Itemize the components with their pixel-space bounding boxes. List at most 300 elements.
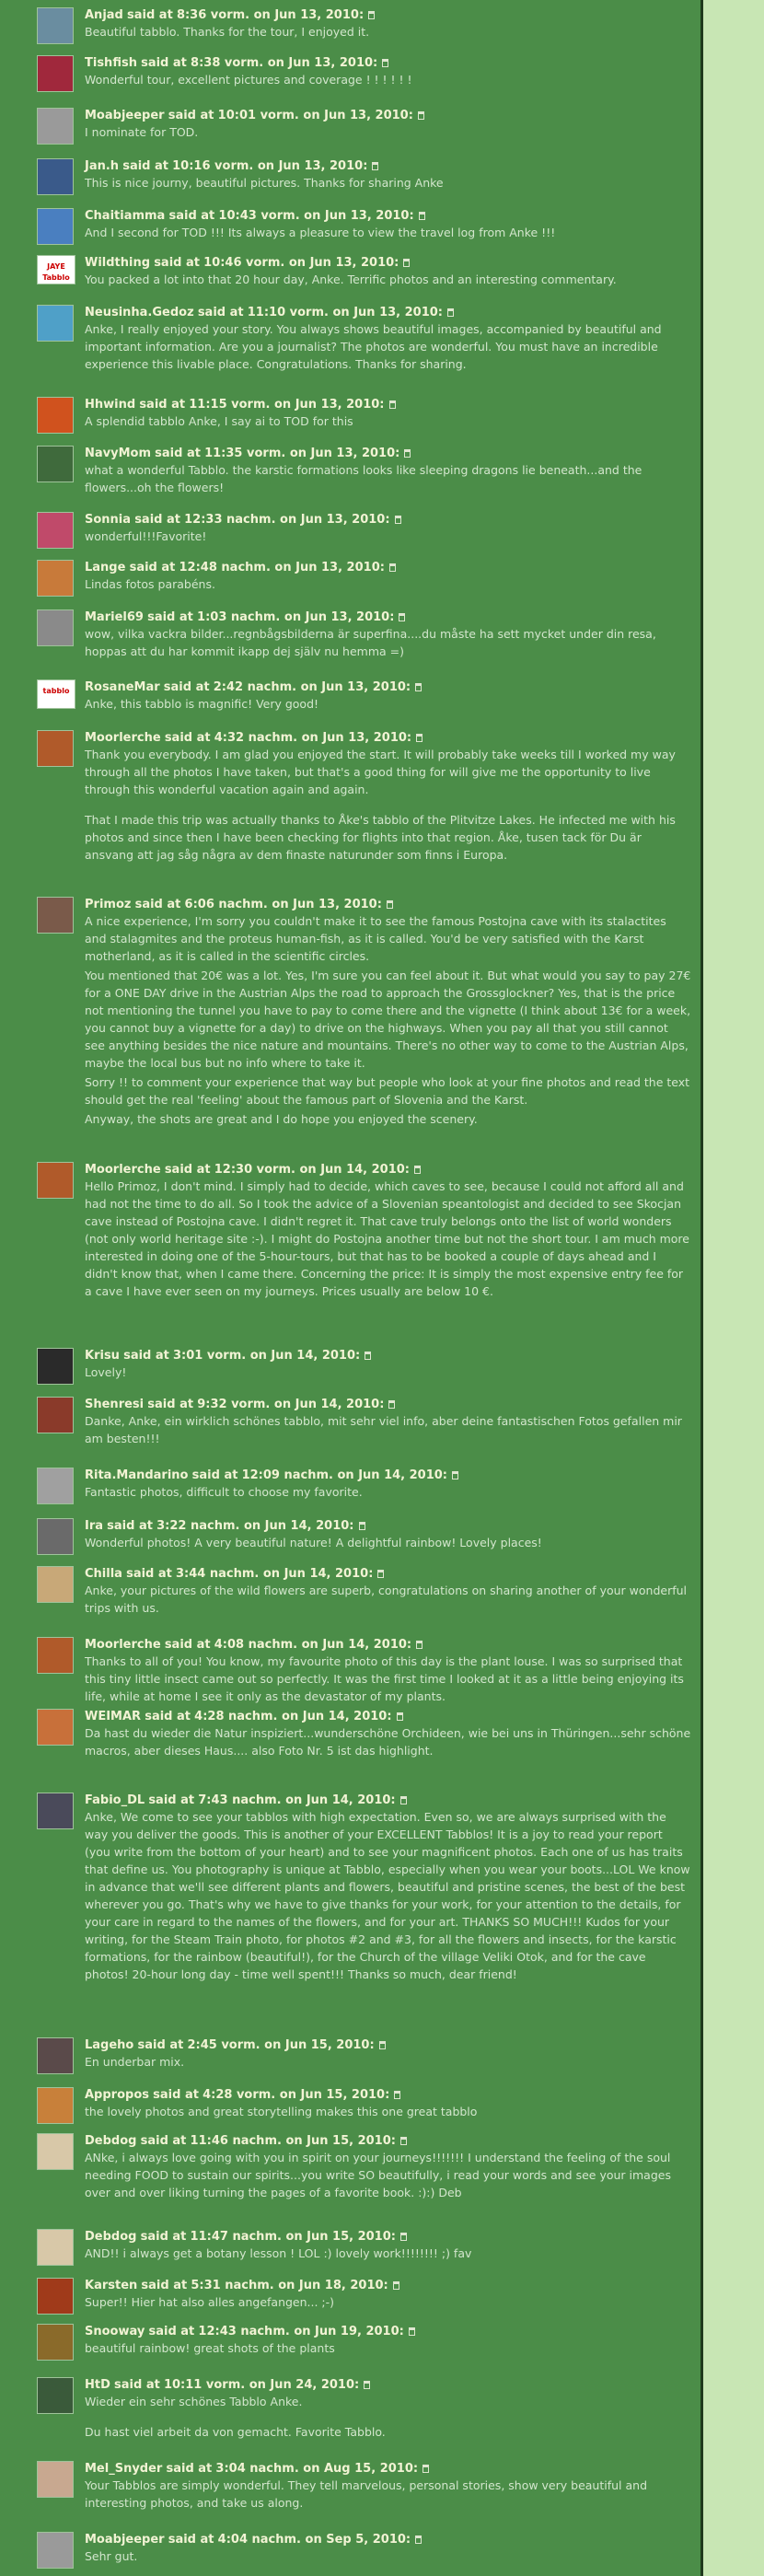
comment-paragraph: A nice experience, I'm sorry you couldn't make it to see the famous Postojna cave with its stalactites and stalagmites and the proteus human-fish, as it is called. You'd be very satisfied with the Karst motherland, as it is called in the scientific circles. bbox=[85, 914, 666, 963]
comment-body bbox=[85, 695, 691, 713]
said-label: said at bbox=[107, 1519, 153, 1533]
avatar[interactable] bbox=[37, 2532, 74, 2569]
avatar[interactable] bbox=[37, 7, 74, 44]
comment-header bbox=[85, 512, 691, 528]
avatar[interactable] bbox=[37, 609, 74, 646]
comment-timestamp: 3:04 nachm. on Aug 15, 2010: bbox=[215, 2462, 419, 2476]
comment-paragraph: I nominate for TOD. bbox=[85, 125, 199, 139]
comment-header bbox=[85, 2133, 691, 2149]
delete-comment-icon[interactable] bbox=[368, 11, 375, 19]
comment-header bbox=[85, 609, 691, 625]
comment-header bbox=[85, 2229, 691, 2245]
comment-author-link[interactable]: Hhwind bbox=[85, 398, 136, 412]
comment-timestamp: 7:43 nachm. on Jun 14, 2010: bbox=[198, 1793, 396, 1807]
comment-item bbox=[0, 52, 700, 105]
comment-author-link[interactable]: Chilla bbox=[85, 1567, 122, 1581]
comment-author-link[interactable]: Anjad bbox=[85, 8, 123, 22]
avatar[interactable] bbox=[37, 305, 74, 342]
comment-header bbox=[85, 730, 691, 746]
comment-item bbox=[0, 4, 700, 57]
said-label: said at bbox=[139, 398, 186, 412]
said-label: said at bbox=[166, 2462, 213, 2476]
comment-header bbox=[85, 2324, 691, 2339]
comment-author-link[interactable]: Moorlerche bbox=[85, 1163, 161, 1177]
said-label: said at bbox=[148, 1793, 195, 1807]
said-label: said at bbox=[140, 2230, 187, 2244]
comment-body bbox=[85, 23, 691, 41]
comment-body bbox=[85, 271, 691, 288]
comment-body bbox=[85, 1363, 691, 1381]
comment-timestamp: 10:46 vorm. on Jun 13, 2010: bbox=[203, 256, 399, 270]
comment-author-link[interactable]: Sonnia bbox=[85, 513, 132, 527]
said-label: said at bbox=[154, 256, 200, 270]
comment-timestamp: 5:31 nachm. on Jun 18, 2010: bbox=[191, 2279, 388, 2292]
comment-item bbox=[0, 508, 700, 562]
comment-author-link[interactable]: Snooway bbox=[85, 2325, 145, 2338]
avatar[interactable] bbox=[37, 446, 74, 482]
comment-header bbox=[85, 1793, 691, 1808]
comment-paragraph: Anke, We come to see your tabblos with high expectation. Even so, we are always surprised with the way you deliver the goods. This is another of your EXCELLENT Tabblos! It is a joy to read your report (you write from the bottom of your heart) and to see your magnificent photos. Each one of us has traits that define us. You photography is unique at Tabblo, especially when you wear your boots...LOL We know in advance that we'll see different plants and flowers, beautiful and pristine scenes, the best of the best wherever you go. That's why we have to give thanks for your work, for your attention to the details, for your care in regard to the names of the flowers, and for your art. THANKS SO MUCH!!! Kudos for your writing, for the Steam Train photo, for photos #2 and #3, for all the flowers and insects, for the karstic formations, for the rainbow (beautiful!), for the Church of the village Veliki Otok, and for the cave photos! 20-hour long day - time well spent!!! Thanks so much, dear friend! bbox=[85, 1810, 690, 1981]
comment-header bbox=[85, 55, 691, 71]
comment-header bbox=[85, 255, 691, 271]
comment-paragraph: wonderful!!!Favorite! bbox=[85, 529, 207, 543]
comment-paragraph: Anyway, the shots are great and I do hope you enjoyed the scenery. bbox=[85, 1112, 478, 1126]
comment-paragraph: You mentioned that 20€ was a lot. Yes, I'm sure you can feel about it. But what would you say to pay 27€ for a ONE DAY drive in the Austrian Alps the road to approach the Grossglockner? Yes, that is the price not mentioning the tunnel you have to pay to come there and the vignette (I think about 13€ for a week, you cannot buy a vignette for a day) to drive on the highways. When you pay all that you still cannot see anything besides the nice nature and mountains. There's no other way to come to the Austrian Alps, maybe the local bus but no info where to take it. bbox=[85, 969, 691, 1070]
comment-author-link[interactable]: NavyMom bbox=[85, 447, 152, 460]
comment-author-link[interactable]: RosaneMar bbox=[85, 680, 160, 694]
comment-item bbox=[0, 393, 700, 447]
delete-comment-icon[interactable] bbox=[404, 449, 411, 458]
comment-header bbox=[85, 1397, 691, 1412]
comment-paragraph: Hello Primoz, I don't mind. I simply had to decide, which caves to see, because I could not afford all and had not the time to do all. So I took the advice of a Slovenian speantologist and decided to see Skocjan cave instead of Postojna cave. I didn't regret it. That cave truly belongs onto the list of world wonders (not only world heritage site :-). I might do Postojna another time but not the short tour. I am much more interested in doing one of the 5-hour-tours, but that has to be booked a couple of days ahead and I didn't know that, when I came there. Concerning the price: It is simply the most expensive entry fee for a cave I have ever seen on my journeys. Prices usually are below 10 €. bbox=[85, 1179, 689, 1298]
comment-author-link[interactable]: Fabio_DL bbox=[85, 1793, 145, 1807]
comment-paragraph: Da hast du wieder die Natur inspiziert...wunderschöne Orchideen, wie bei uns in Thüringen...sehr schöne macros, aber dieses Haus.... also Foto Nr. 5 ist das highlight. bbox=[85, 1726, 691, 1758]
delete-comment-icon[interactable] bbox=[452, 1471, 458, 1479]
comment-author-link[interactable]: Wildthing bbox=[85, 256, 151, 270]
comment-item bbox=[0, 155, 700, 208]
avatar[interactable] bbox=[37, 1566, 74, 1603]
comment-timestamp: 12:09 nachm. on Jun 14, 2010: bbox=[241, 1468, 448, 1482]
comment-author-link[interactable]: Moabjeeper bbox=[85, 109, 165, 122]
comment-paragraph: AND!! i always get a botany lesson ! LOL :) lovely work!!!!!!!! ;) fav bbox=[85, 2246, 472, 2260]
delete-comment-icon[interactable] bbox=[393, 2281, 399, 2290]
comment-item bbox=[0, 893, 700, 1139]
comment-timestamp: 4:32 nachm. on Jun 13, 2010: bbox=[214, 731, 412, 745]
comment-timestamp: 12:33 nachm. on Jun 13, 2010: bbox=[184, 513, 390, 527]
avatar[interactable] bbox=[37, 1468, 74, 1504]
comment-item bbox=[0, 676, 700, 729]
said-label: said at bbox=[141, 2279, 188, 2292]
comment-header bbox=[85, 1566, 691, 1582]
comment-author-link[interactable]: Shenresi bbox=[85, 1398, 145, 1411]
comment-timestamp: 10:43 vorm. on Jun 13, 2010: bbox=[218, 209, 414, 223]
comment-author-link[interactable]: Ira bbox=[85, 1519, 104, 1533]
comment-paragraph: Lindas fotos parabéns. bbox=[85, 577, 215, 591]
comment-item bbox=[0, 1393, 700, 1458]
comment-header bbox=[85, 7, 691, 23]
avatar[interactable] bbox=[37, 2324, 74, 2361]
comment-paragraph: This is nice journy, beautiful pictures. Thanks for sharing Anke bbox=[85, 176, 444, 190]
comment-body bbox=[85, 1582, 691, 1617]
comment-timestamp: 8:36 vorm. on Jun 13, 2010: bbox=[176, 8, 365, 22]
comment-header bbox=[85, 897, 691, 912]
comment-item bbox=[0, 1514, 700, 1568]
comment-paragraph: Du hast viel arbeit da von gemacht. Favorite Tabblo. bbox=[85, 2425, 386, 2439]
comment-body bbox=[85, 1808, 691, 1983]
comment-item bbox=[0, 104, 700, 157]
comment-body bbox=[85, 746, 691, 864]
delete-comment-icon[interactable] bbox=[416, 734, 423, 742]
comment-timestamp: 10:16 vorm. on Jun 13, 2010: bbox=[172, 159, 368, 173]
avatar[interactable] bbox=[37, 512, 74, 549]
avatar[interactable] bbox=[37, 730, 74, 767]
comment-header bbox=[85, 1468, 691, 1483]
comment-author-link[interactable]: Moabjeeper bbox=[85, 2533, 165, 2547]
avatar[interactable] bbox=[37, 2229, 74, 2266]
comment-body bbox=[85, 461, 691, 496]
avatar[interactable] bbox=[37, 1793, 74, 1829]
comment-timestamp: 8:38 vorm. on Jun 13, 2010: bbox=[191, 56, 378, 70]
comment-timestamp: 4:28 vorm. on Jun 15, 2010: bbox=[203, 2088, 390, 2102]
delete-comment-icon[interactable] bbox=[423, 2465, 429, 2473]
delete-comment-icon[interactable] bbox=[419, 212, 425, 220]
comment-item bbox=[0, 204, 700, 258]
delete-comment-icon[interactable] bbox=[388, 1400, 395, 1409]
comment-paragraph: Anke, your pictures of the wild flowers are superb, congratulations on sharing another of your wonderful trips with us. bbox=[85, 1584, 687, 1615]
comment-header bbox=[85, 2037, 691, 2053]
delete-comment-icon[interactable] bbox=[397, 1712, 403, 1721]
delete-comment-icon[interactable] bbox=[403, 259, 410, 267]
comment-paragraph: Sehr gut. bbox=[85, 2549, 138, 2563]
comment-header bbox=[85, 2087, 691, 2103]
comment-header bbox=[85, 446, 691, 461]
comment-paragraph: That I made this trip was actually thanks to Åke's tabblo of the Plitvitze Lakes. He infected me with his photos and since then I have been checking for flights into that region. Åke, tusen tack för Du är ansvang att jag såg några av dem finaste naturunder som finns i Europa. bbox=[85, 813, 676, 862]
comment-body bbox=[85, 174, 691, 191]
delete-comment-icon[interactable] bbox=[377, 1570, 384, 1578]
comment-body bbox=[85, 1534, 691, 1551]
comment-body bbox=[85, 2149, 691, 2201]
delete-comment-icon[interactable] bbox=[400, 1796, 407, 1804]
comment-paragraph: Anke, this tabblo is magnific! Very good! bbox=[85, 697, 319, 711]
avatar[interactable] bbox=[37, 897, 74, 934]
comment-timestamp: 12:30 vorm. on Jun 14, 2010: bbox=[214, 1163, 411, 1177]
comment-body bbox=[85, 2477, 691, 2512]
comment-paragraph: Super!! Hier hat also alles angefangen... ;-) bbox=[85, 2295, 335, 2309]
comment-body bbox=[85, 575, 691, 593]
delete-comment-icon[interactable] bbox=[414, 1166, 421, 1174]
said-label: said at bbox=[168, 209, 215, 223]
comment-header bbox=[85, 158, 691, 174]
comment-paragraph: Wonderful photos! A very beautiful nature! A delightful rainbow! Lovely places! bbox=[85, 1536, 542, 1549]
comment-author-link[interactable]: Chaitiamma bbox=[85, 209, 166, 223]
delete-comment-icon[interactable] bbox=[447, 308, 454, 317]
comment-author-link[interactable]: Moorlerche bbox=[85, 731, 161, 745]
comment-header bbox=[85, 2377, 691, 2393]
comment-body bbox=[85, 2053, 691, 2071]
comment-timestamp: 4:04 nachm. on Sep 5, 2010: bbox=[217, 2533, 411, 2547]
delete-comment-icon[interactable] bbox=[399, 613, 405, 621]
said-label: said at bbox=[145, 1710, 191, 1723]
avatar[interactable] bbox=[37, 560, 74, 597]
delete-comment-icon[interactable] bbox=[365, 1352, 371, 1360]
comment-paragraph: Wieder ein sehr schönes Tabblo Anke. bbox=[85, 2395, 303, 2408]
delete-comment-icon[interactable] bbox=[394, 2091, 400, 2099]
comment-paragraph: Lovely! bbox=[85, 1365, 127, 1379]
comment-paragraph: beautiful rainbow! great shots of the plants bbox=[85, 2341, 335, 2355]
said-label: said at bbox=[129, 561, 176, 574]
comment-paragraph: En underbar mix. bbox=[85, 2055, 185, 2069]
comment-body bbox=[85, 71, 691, 88]
comment-author-link[interactable]: Krisu bbox=[85, 1349, 120, 1363]
avatar[interactable] bbox=[37, 1162, 74, 1199]
comment-header bbox=[85, 208, 691, 224]
avatar[interactable] bbox=[37, 397, 74, 434]
comment-header bbox=[85, 2278, 691, 2293]
avatar-label: JAYE Tabblo bbox=[42, 262, 70, 282]
comment-item bbox=[0, 442, 700, 507]
comment-header bbox=[85, 305, 691, 320]
said-label: said at bbox=[147, 610, 193, 624]
avatar-label: tabblo bbox=[42, 687, 70, 695]
delete-comment-icon[interactable] bbox=[372, 162, 378, 170]
comment-timestamp: 11:35 vorm. on Jun 13, 2010: bbox=[204, 447, 400, 460]
comment-item bbox=[0, 1562, 700, 1628]
comment-header bbox=[85, 1348, 691, 1363]
avatar[interactable] bbox=[37, 108, 74, 145]
comment-author-link[interactable]: Tishfish bbox=[85, 56, 137, 70]
comment-timestamp: 2:45 vorm. on Jun 15, 2010: bbox=[187, 2038, 375, 2052]
comment-paragraph: Your Tabblos are simply wonderful. They tell marvelous, personal stories, show very beautiful and interesting photos, and take us along. bbox=[85, 2478, 648, 2510]
comment-timestamp: 3:01 vorm. on Jun 14, 2010: bbox=[173, 1349, 361, 1363]
comment-author-link[interactable]: Lange bbox=[85, 561, 126, 574]
avatar[interactable] bbox=[37, 2037, 74, 2074]
comment-timestamp: 2:42 nachm. on Jun 13, 2010: bbox=[213, 680, 411, 694]
said-label: said at bbox=[123, 1349, 169, 1363]
comment-author-link[interactable]: HtD bbox=[85, 2378, 110, 2392]
said-label: said at bbox=[134, 898, 181, 911]
comment-body bbox=[85, 2339, 691, 2357]
said-label: said at bbox=[153, 2088, 199, 2102]
comment-paragraph: wow, vilka vackra bilder...regnbågsbilderna är superfina....du måste ha sett mycket under din resa, hoppas att du har kommit ikapp dej själv nu hemma =) bbox=[85, 627, 656, 658]
comment-timestamp: 10:01 vorm. on Jun 13, 2010: bbox=[217, 109, 413, 122]
said-label: said at bbox=[122, 159, 168, 173]
delete-comment-icon[interactable] bbox=[395, 516, 401, 524]
comment-timestamp: 4:28 nachm. on Jun 14, 2010: bbox=[194, 1710, 392, 1723]
comment-timestamp: 3:44 nachm. on Jun 14, 2010: bbox=[176, 1567, 374, 1581]
comment-timestamp: 1:03 nachm. on Jun 13, 2010: bbox=[197, 610, 395, 624]
comment-paragraph: Anke, I really enjoyed your story. You always shows beautiful images, accompanied by beautiful and important information. Are you a journalist? The photos are wonderful. You must have an incredible experience this livable place. Congratulations. Thanks for sharing. bbox=[85, 322, 662, 371]
avatar[interactable] bbox=[37, 1348, 74, 1385]
avatar[interactable] bbox=[37, 2461, 74, 2498]
comment-body bbox=[85, 2245, 691, 2262]
comment-paragraph: Thanks to all of you! You know, my favourite photo of this day is the plant louse. I was so surprised that this tiny little insect came out so perfectly. It was the first time I looked at it as a little being enjoying its life, while at home I see it only as the devastator of my plants. bbox=[85, 1654, 684, 1703]
delete-comment-icon[interactable] bbox=[364, 2381, 370, 2389]
delete-comment-icon[interactable] bbox=[416, 1641, 423, 1649]
comment-paragraph: Wonderful tour, excellent pictures and coverage ! ! ! ! ! ! bbox=[85, 73, 412, 87]
comment-item bbox=[0, 2457, 700, 2523]
said-label: said at bbox=[140, 2134, 187, 2148]
comment-body bbox=[85, 224, 691, 241]
comment-item bbox=[0, 1344, 700, 1398]
comment-body bbox=[85, 2393, 691, 2441]
comment-body bbox=[85, 912, 691, 1128]
said-label: said at bbox=[197, 306, 244, 319]
comment-header bbox=[85, 397, 691, 412]
comment-author-link[interactable]: Mel_Snyder bbox=[85, 2462, 163, 2476]
avatar[interactable] bbox=[37, 1637, 74, 1674]
comment-header bbox=[85, 679, 691, 695]
comment-paragraph: what a wonderful Tabblo. the karstic formations looks like sleeping dragons lie beneath...and the flowers...oh the flowers! bbox=[85, 463, 642, 494]
comment-header bbox=[85, 1709, 691, 1724]
comment-header bbox=[85, 108, 691, 123]
delete-comment-icon[interactable] bbox=[379, 2041, 386, 2049]
delete-comment-icon[interactable] bbox=[418, 111, 424, 120]
delete-comment-icon[interactable] bbox=[389, 563, 396, 572]
comment-author-link[interactable]: Karsten bbox=[85, 2279, 138, 2292]
comment-paragraph: You packed a lot into that 20 hour day, Anke. Terrific photos and an interesting commentary. bbox=[85, 273, 617, 286]
comment-item bbox=[0, 1789, 700, 1994]
comment-body bbox=[85, 2103, 691, 2120]
comment-paragraph: Danke, Anke, ein wirklich schönes tabblo, mit sehr viel info, aber deine fantastischen Fotos gefallen mir am besten!!! bbox=[85, 1414, 682, 1445]
comment-paragraph: the lovely photos and great storytelling makes this one great tabblo bbox=[85, 2105, 478, 2118]
said-label: said at bbox=[164, 1163, 211, 1177]
comment-item bbox=[0, 2320, 700, 2373]
comment-paragraph: Thank you everybody. I am glad you enjoyed the start. It will probably take weeks till I worked my way through all the photos I have taken, but that's a good thing for will give me the opportunity to live through this wonderful vacation again and again. bbox=[85, 748, 676, 796]
delete-comment-icon[interactable] bbox=[415, 683, 422, 691]
avatar[interactable] bbox=[37, 2087, 74, 2124]
said-label: said at bbox=[168, 109, 214, 122]
delete-comment-icon[interactable] bbox=[400, 2137, 407, 2145]
comment-body bbox=[85, 1724, 691, 1759]
comment-paragraph: Beautiful tabblo. Thanks for the tour, I enjoyed it. bbox=[85, 25, 370, 39]
comment-timestamp: 4:08 nachm. on Jun 14, 2010: bbox=[214, 1638, 412, 1652]
comment-paragraph: ANke, i always love going with you in spirit on your journeys!!!!!!! I understand the feeling of the soul needing FOOD to sustain our spirits...you write SO beautifully, i read your words and see your images over and over liking turning the pages of a favorite book. :):) Deb bbox=[85, 2151, 671, 2199]
comment-body bbox=[85, 2293, 691, 2311]
avatar[interactable] bbox=[37, 208, 74, 245]
comment-body bbox=[85, 1483, 691, 1501]
avatar[interactable] bbox=[37, 1518, 74, 1555]
comment-paragraph: Fantastic photos, difficult to choose my favorite. bbox=[85, 1485, 363, 1499]
avatar[interactable] bbox=[37, 2133, 74, 2170]
delete-comment-icon[interactable] bbox=[359, 1522, 365, 1530]
comment-author-link[interactable]: Moorlerche bbox=[85, 1638, 161, 1652]
delete-comment-icon[interactable] bbox=[409, 2327, 415, 2336]
comment-header bbox=[85, 1518, 691, 1534]
delete-comment-icon[interactable] bbox=[415, 2535, 422, 2544]
comment-item bbox=[0, 1705, 700, 1770]
comment-body bbox=[85, 1178, 691, 1300]
said-label: said at bbox=[127, 8, 173, 22]
said-label: said at bbox=[147, 1398, 194, 1411]
comment-author-link[interactable]: Rita.Mandarino bbox=[85, 1468, 189, 1482]
delete-comment-icon[interactable] bbox=[387, 900, 393, 909]
comment-author-link[interactable]: Debdog bbox=[85, 2134, 137, 2148]
comment-header bbox=[85, 1162, 691, 1178]
said-label: said at bbox=[164, 1638, 211, 1652]
comment-timestamp: 10:11 vorm. on Jun 24, 2010: bbox=[163, 2378, 360, 2392]
avatar[interactable] bbox=[37, 255, 75, 284]
said-label: said at bbox=[114, 2378, 160, 2392]
comment-timestamp: 12:43 nachm. on Jun 19, 2010: bbox=[198, 2325, 404, 2338]
said-label: said at bbox=[164, 731, 211, 745]
avatar[interactable] bbox=[37, 679, 75, 709]
comment-author-link[interactable]: Jan.h bbox=[85, 159, 120, 173]
comment-author-link[interactable]: WEIMAR bbox=[85, 1710, 142, 1723]
avatar[interactable] bbox=[37, 2278, 74, 2315]
comment-item bbox=[0, 726, 700, 875]
comment-paragraph: A splendid tabblo Anke, I say ai to TOD for this bbox=[85, 414, 353, 428]
comment-body bbox=[85, 1412, 691, 1447]
comment-body bbox=[85, 528, 691, 545]
comment-item bbox=[0, 606, 700, 671]
comment-author-link[interactable]: Mariel69 bbox=[85, 610, 144, 624]
comment-timestamp: 11:46 nachm. on Jun 15, 2010: bbox=[190, 2134, 396, 2148]
comment-timestamp: 6:06 nachm. on Jun 13, 2010: bbox=[184, 898, 382, 911]
avatar[interactable] bbox=[37, 158, 74, 195]
comment-timestamp: 11:47 nachm. on Jun 15, 2010: bbox=[190, 2230, 396, 2244]
comment-timestamp: 12:48 nachm. on Jun 13, 2010: bbox=[179, 561, 385, 574]
comment-body bbox=[85, 412, 691, 430]
comment-timestamp: 11:10 vorm. on Jun 13, 2010: bbox=[247, 306, 444, 319]
comment-header bbox=[85, 2532, 691, 2547]
delete-comment-icon[interactable] bbox=[400, 2233, 407, 2241]
comment-item bbox=[0, 2528, 700, 2576]
comment-body bbox=[85, 2547, 691, 2565]
comment-item bbox=[0, 2034, 700, 2087]
delete-comment-icon[interactable] bbox=[382, 59, 388, 67]
comment-body bbox=[85, 320, 691, 373]
said-label: said at bbox=[134, 513, 180, 527]
comment-item bbox=[0, 2225, 700, 2279]
comment-author-link[interactable]: Appropos bbox=[85, 2088, 149, 2102]
comment-item bbox=[0, 556, 700, 609]
comment-body bbox=[85, 625, 691, 660]
comment-header bbox=[85, 2461, 691, 2477]
delete-comment-icon[interactable] bbox=[389, 400, 396, 409]
comment-header bbox=[85, 560, 691, 575]
comment-body bbox=[85, 123, 691, 141]
comment-author-link[interactable]: Lageho bbox=[85, 2038, 134, 2052]
said-label: said at bbox=[163, 680, 210, 694]
comment-author-link[interactable]: Neusinha.Gedoz bbox=[85, 306, 194, 319]
comment-timestamp: 9:32 vorm. on Jun 14, 2010: bbox=[197, 1398, 385, 1411]
comment-author-link[interactable]: Debdog bbox=[85, 2230, 137, 2244]
said-label: said at bbox=[155, 447, 201, 460]
comment-item bbox=[0, 2373, 700, 2452]
avatar[interactable] bbox=[37, 1709, 74, 1746]
comment-paragraph: And I second for TOD !!! Its always a pleasure to view the travel log from Anke !!! bbox=[85, 226, 556, 239]
comment-item bbox=[0, 1158, 700, 1311]
comment-paragraph: Sorry !! to comment your experience that way but people who look at your fine photos and read the text should get the real 'feeling' about the famous part of Slovenia and the Karst. bbox=[85, 1075, 690, 1107]
said-label: said at bbox=[141, 56, 187, 70]
comment-header bbox=[85, 1637, 691, 1653]
avatar[interactable] bbox=[37, 55, 74, 92]
said-label: said at bbox=[191, 1468, 238, 1482]
comment-author-link[interactable]: Primoz bbox=[85, 898, 132, 911]
comment-timestamp: 3:22 nachm. on Jun 14, 2010: bbox=[156, 1519, 354, 1533]
comment-body bbox=[85, 1653, 691, 1705]
avatar[interactable] bbox=[37, 2377, 74, 2414]
comment-item bbox=[0, 1633, 700, 1716]
said-label: said at bbox=[137, 2038, 184, 2052]
comment-timestamp: 11:15 vorm. on Jun 13, 2010: bbox=[189, 398, 385, 412]
avatar[interactable] bbox=[37, 1397, 74, 1433]
comment-item bbox=[0, 251, 700, 305]
comment-item bbox=[0, 301, 700, 384]
said-label: said at bbox=[126, 1567, 172, 1581]
said-label: said at bbox=[168, 2533, 214, 2547]
comment-item bbox=[0, 1464, 700, 1517]
